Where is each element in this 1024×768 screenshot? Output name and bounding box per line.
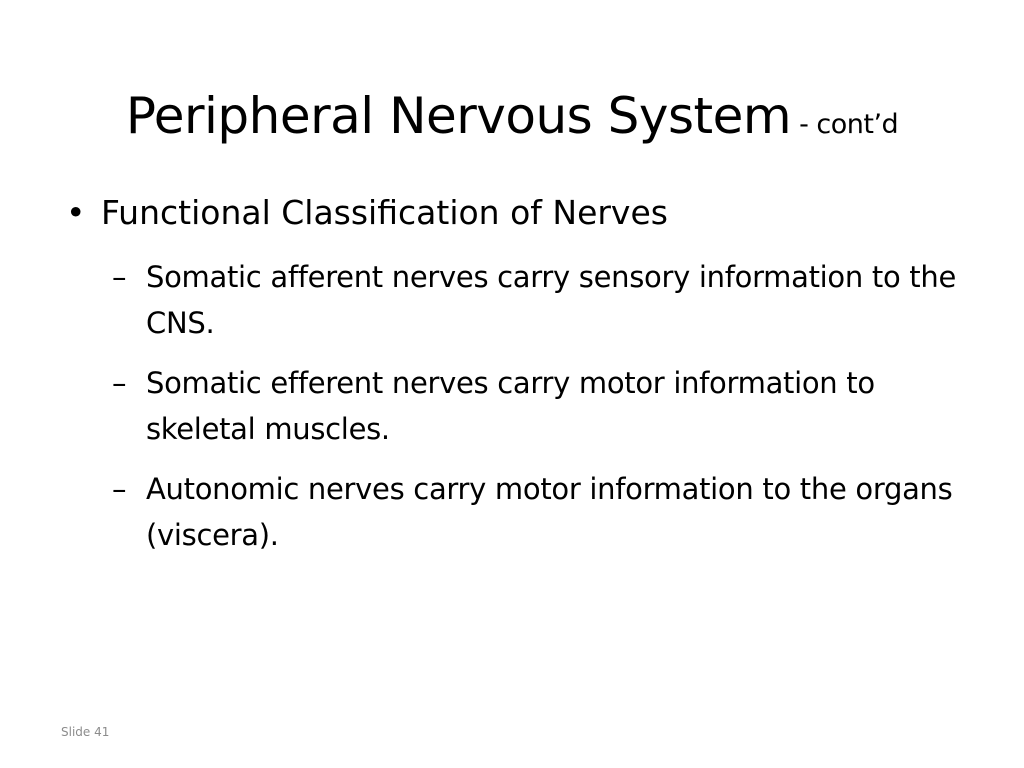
sub-bullet-text: Autonomic nerves carry motor information to the organs (viscera). — [146, 472, 953, 552]
slide-title — [0, 82, 1024, 159]
bullet-text: Functional Classification of Nerves — [101, 193, 668, 232]
sub-bullet-text: Somatic afferent nerves carry sensory information to the CNS. — [146, 260, 956, 340]
bullet-item — [66, 188, 966, 238]
slide-title-main: Peripheral Nervous System — [125, 87, 792, 145]
slide-title-suffix: - cont’d — [799, 109, 899, 140]
sub-bullet-item — [112, 360, 962, 452]
slide-number: Slide 41 — [61, 725, 110, 739]
sub-bullet-item — [112, 466, 962, 558]
sub-bullet-text: Somatic efferent nerves carry motor information to skeletal muscles. — [146, 366, 875, 446]
dash-marker: – — [112, 472, 127, 506]
sub-bullet-item — [112, 254, 962, 346]
bullet-marker: • — [66, 193, 86, 232]
sub-bullet-list — [112, 254, 962, 572]
dash-marker: – — [112, 366, 127, 400]
dash-marker: – — [112, 260, 127, 294]
